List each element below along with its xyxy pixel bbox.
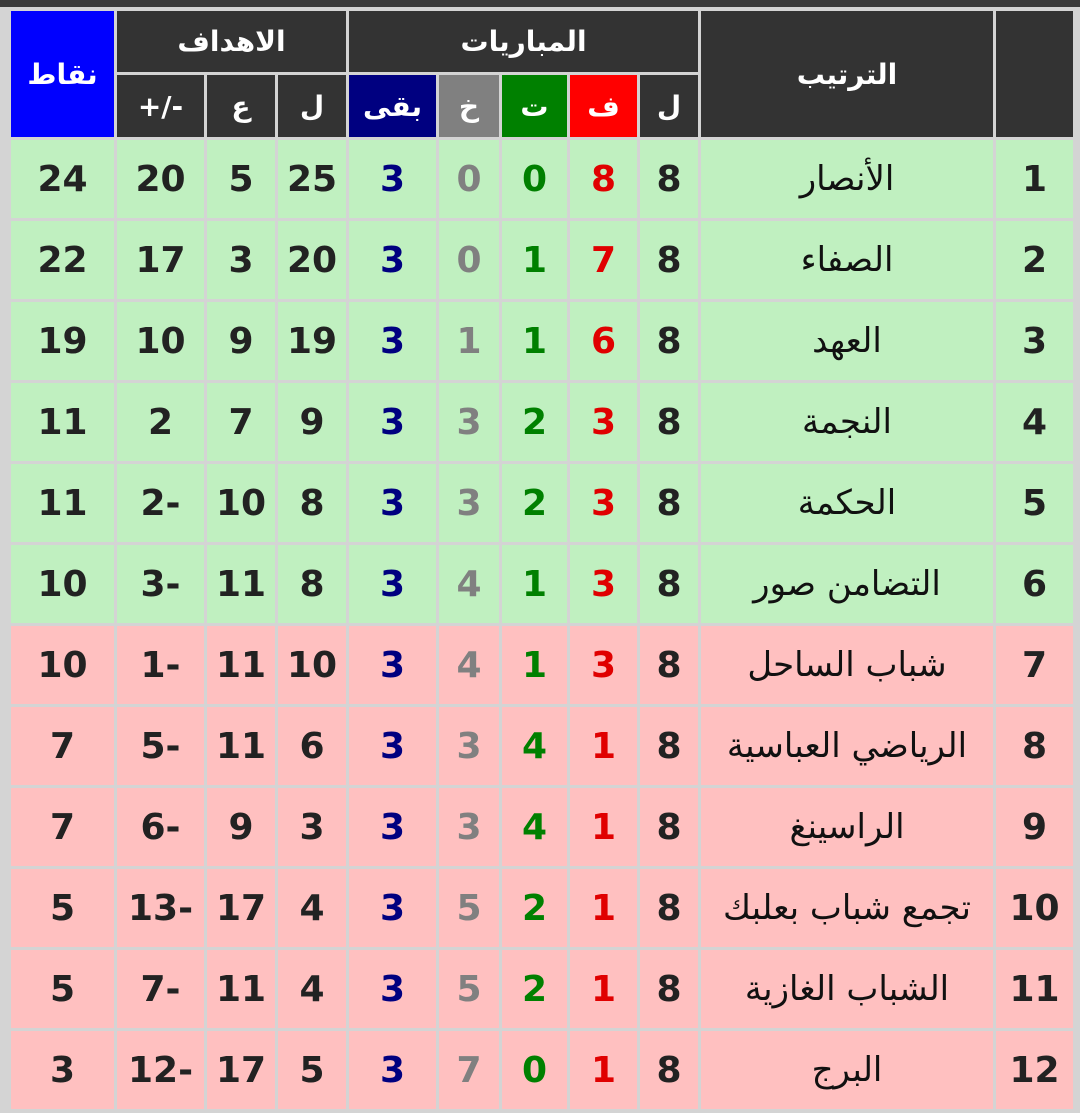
remaining-cell: 3: [349, 626, 436, 704]
won-cell: 8: [570, 140, 637, 218]
lost-cell: 4: [439, 626, 499, 704]
goals-against-cell: 5: [207, 140, 275, 218]
position-cell: 8: [996, 707, 1073, 785]
team-name-cell[interactable]: الحكمة: [701, 464, 993, 542]
team-name-cell[interactable]: الصفاء: [701, 221, 993, 299]
lost-cell: 3: [439, 707, 499, 785]
position-cell: 1: [996, 140, 1073, 218]
points-cell: 7: [11, 788, 114, 866]
team-name-cell[interactable]: العهد: [701, 302, 993, 380]
goals-against-cell: 7: [207, 383, 275, 461]
goal-diff-cell: 10: [117, 302, 204, 380]
played-cell: 8: [640, 707, 698, 785]
position-cell: 12: [996, 1031, 1073, 1109]
points-cell: 11: [11, 383, 114, 461]
table-row[interactable]: [11, 545, 1073, 623]
won-cell: 1: [570, 950, 637, 1028]
remaining-cell: 3: [349, 707, 436, 785]
lost-cell: 0: [439, 221, 499, 299]
lost-header[interactable]: خ: [439, 75, 499, 137]
table-row[interactable]: [11, 707, 1073, 785]
table-row[interactable]: [11, 464, 1073, 542]
table-row[interactable]: [11, 869, 1073, 947]
played-cell: 8: [640, 950, 698, 1028]
position-cell: 11: [996, 950, 1073, 1028]
won-cell: 1: [570, 788, 637, 866]
played-cell: 8: [640, 302, 698, 380]
team-name-cell[interactable]: تجمع شباب بعلبك: [701, 869, 993, 947]
goals-against-cell: 9: [207, 788, 275, 866]
position-cell: 6: [996, 545, 1073, 623]
drawn-cell: 1: [502, 545, 567, 623]
table-row[interactable]: [11, 788, 1073, 866]
drawn-cell: 0: [502, 1031, 567, 1109]
drawn-cell: 1: [502, 626, 567, 704]
position-cell: 3: [996, 302, 1073, 380]
table-row[interactable]: [11, 626, 1073, 704]
standings-body: [11, 140, 1073, 1109]
lost-cell: 4: [439, 545, 499, 623]
goals-for-cell: 20: [278, 221, 346, 299]
remaining-header[interactable]: بقى: [349, 75, 436, 137]
goals-for-header[interactable]: ل: [278, 75, 346, 137]
played-cell: 8: [640, 1031, 698, 1109]
goals-group-header: الاهداف: [117, 11, 346, 72]
drawn-cell: 1: [502, 302, 567, 380]
lost-cell: 3: [439, 788, 499, 866]
played-header[interactable]: ل: [640, 75, 698, 137]
goal-diff-cell: 2-: [117, 464, 204, 542]
goals-for-cell: 8: [278, 545, 346, 623]
team-name-cell[interactable]: البرج: [701, 1031, 993, 1109]
team-name-cell[interactable]: الشباب الغازية: [701, 950, 993, 1028]
remaining-cell: 3: [349, 383, 436, 461]
lost-cell: 5: [439, 869, 499, 947]
standings-table: [8, 8, 1076, 1112]
goal-diff-cell: 5-: [117, 707, 204, 785]
goals-against-cell: 11: [207, 950, 275, 1028]
goals-for-cell: 8: [278, 464, 346, 542]
played-cell: 8: [640, 140, 698, 218]
played-cell: 8: [640, 869, 698, 947]
won-cell: 3: [570, 383, 637, 461]
drawn-cell: 0: [502, 140, 567, 218]
position-cell: 9: [996, 788, 1073, 866]
won-cell: 3: [570, 626, 637, 704]
points-header[interactable]: نقاط: [11, 11, 114, 137]
goal-diff-header[interactable]: +/-: [117, 75, 204, 137]
goals-against-cell: 9: [207, 302, 275, 380]
table-row[interactable]: [11, 221, 1073, 299]
drawn-cell: 2: [502, 950, 567, 1028]
drawn-header[interactable]: ت: [502, 75, 567, 137]
team-name-cell[interactable]: التضامن صور: [701, 545, 993, 623]
goal-diff-cell: 1-: [117, 626, 204, 704]
won-cell: 7: [570, 221, 637, 299]
remaining-cell: 3: [349, 545, 436, 623]
position-cell: 4: [996, 383, 1073, 461]
remaining-cell: 3: [349, 869, 436, 947]
points-cell: 3: [11, 1031, 114, 1109]
position-cell: 7: [996, 626, 1073, 704]
played-cell: 8: [640, 221, 698, 299]
table-row[interactable]: [11, 950, 1073, 1028]
won-cell: 1: [570, 1031, 637, 1109]
goals-for-cell: 19: [278, 302, 346, 380]
goals-against-cell: 11: [207, 626, 275, 704]
goals-against-cell: 10: [207, 464, 275, 542]
played-cell: 8: [640, 788, 698, 866]
goal-diff-cell: 6-: [117, 788, 204, 866]
goals-for-cell: 3: [278, 788, 346, 866]
remaining-cell: 3: [349, 1031, 436, 1109]
lost-cell: 5: [439, 950, 499, 1028]
table-row[interactable]: [11, 140, 1073, 218]
drawn-cell: 2: [502, 869, 567, 947]
goals-for-cell: 10: [278, 626, 346, 704]
played-cell: 8: [640, 383, 698, 461]
goals-against-cell: 17: [207, 869, 275, 947]
played-cell: 8: [640, 464, 698, 542]
remaining-cell: 3: [349, 788, 436, 866]
points-cell: 11: [11, 464, 114, 542]
remaining-cell: 3: [349, 140, 436, 218]
lost-cell: 3: [439, 383, 499, 461]
position-cell: 2: [996, 221, 1073, 299]
won-cell: 3: [570, 545, 637, 623]
won-cell: 6: [570, 302, 637, 380]
goal-diff-cell: 20: [117, 140, 204, 218]
remaining-cell: 3: [349, 221, 436, 299]
drawn-cell: 1: [502, 221, 567, 299]
remaining-cell: 3: [349, 950, 436, 1028]
goals-against-cell: 3: [207, 221, 275, 299]
table-row[interactable]: [11, 1031, 1073, 1109]
goals-for-cell: 4: [278, 869, 346, 947]
lost-cell: 0: [439, 140, 499, 218]
points-cell: 24: [11, 140, 114, 218]
goals-against-header[interactable]: ع: [207, 75, 275, 137]
team-name-cell[interactable]: النجمة: [701, 383, 993, 461]
remaining-cell: 3: [349, 464, 436, 542]
points-cell: 5: [11, 950, 114, 1028]
played-cell: 8: [640, 545, 698, 623]
team-name-cell[interactable]: شباب الساحل: [701, 626, 993, 704]
points-cell: 10: [11, 545, 114, 623]
goals-for-cell: 9: [278, 383, 346, 461]
drawn-cell: 2: [502, 383, 567, 461]
rank-header[interactable]: الترتيب: [701, 11, 993, 137]
drawn-cell: 4: [502, 707, 567, 785]
lost-cell: 1: [439, 302, 499, 380]
won-cell: 3: [570, 464, 637, 542]
goals-for-cell: 4: [278, 950, 346, 1028]
position-cell: 10: [996, 869, 1073, 947]
points-cell: 7: [11, 707, 114, 785]
goal-diff-cell: 7-: [117, 950, 204, 1028]
position-cell: 5: [996, 464, 1073, 542]
points-cell: 22: [11, 221, 114, 299]
goals-against-cell: 11: [207, 707, 275, 785]
goal-diff-cell: 12-: [117, 1031, 204, 1109]
matches-group-header: المباريات: [349, 11, 698, 72]
team-name-cell[interactable]: الرياضي العباسية: [701, 707, 993, 785]
remaining-cell: 3: [349, 302, 436, 380]
goals-against-cell: 17: [207, 1031, 275, 1109]
lost-cell: 7: [439, 1031, 499, 1109]
goal-diff-cell: 13-: [117, 869, 204, 947]
table-row[interactable]: [11, 383, 1073, 461]
goal-diff-cell: 2: [117, 383, 204, 461]
won-cell: 1: [570, 869, 637, 947]
lost-cell: 3: [439, 464, 499, 542]
points-cell: 19: [11, 302, 114, 380]
goals-for-cell: 6: [278, 707, 346, 785]
goal-diff-cell: 3-: [117, 545, 204, 623]
goal-diff-cell: 17: [117, 221, 204, 299]
points-cell: 5: [11, 869, 114, 947]
goals-for-cell: 25: [278, 140, 346, 218]
drawn-cell: 2: [502, 464, 567, 542]
position-header: [996, 11, 1073, 137]
won-header[interactable]: ف: [570, 75, 637, 137]
table-row[interactable]: [11, 302, 1073, 380]
points-cell: 10: [11, 626, 114, 704]
goals-against-cell: 11: [207, 545, 275, 623]
top-bar: [0, 0, 1080, 7]
played-cell: 8: [640, 626, 698, 704]
team-name-cell[interactable]: الأنصار: [701, 140, 993, 218]
drawn-cell: 4: [502, 788, 567, 866]
goals-for-cell: 5: [278, 1031, 346, 1109]
won-cell: 1: [570, 707, 637, 785]
team-name-cell[interactable]: الراسينغ: [701, 788, 993, 866]
